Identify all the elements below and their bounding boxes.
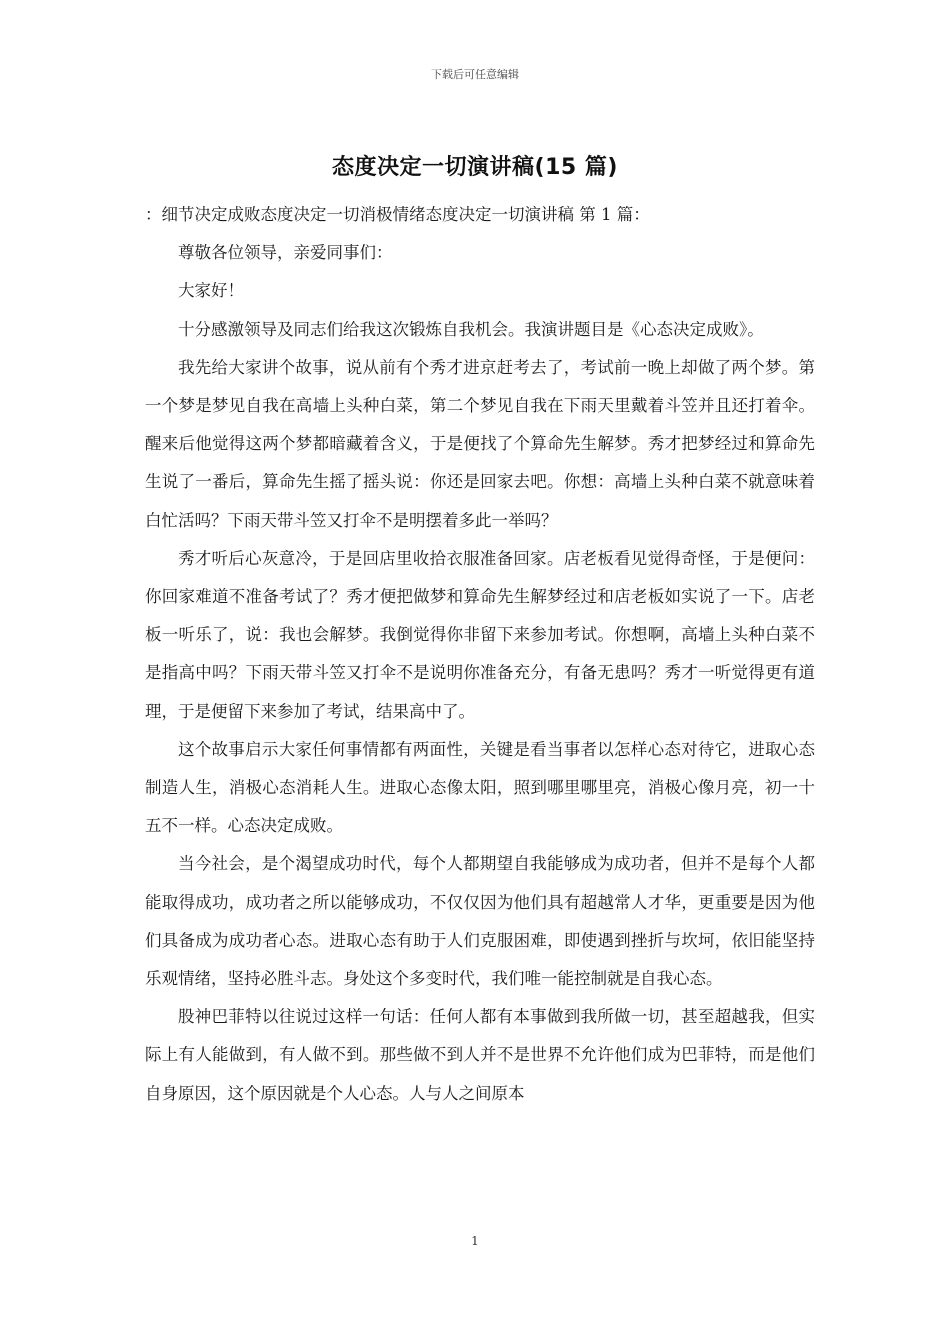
paragraph-story-continued: 秀才听后心灰意冷，于是回店里收拾衣服准备回家。店老板看见觉得奇怪，于是便问：你回家难道不准备考试了？秀才便把做梦和算命先生解梦经过和店老板如实说了一下。店老板一听乐了，说：我也会解梦。我倒觉得你非留下来参加考试。你想啊，高墙上头种白菜不是指高中吗？下雨天带斗笠又打伞不是说明你准备充分，有备无患吗？秀才一听觉得更有道理，于是便留下来参加了考试，结果高中了。	[145, 548, 815, 721]
paragraph-greeting: 大家好！	[178, 281, 244, 301]
paragraph-thanks: 十分感激领导及同志们给我这次锻炼自我机会。我演讲题目是《心态决定成败》。	[178, 319, 764, 339]
document-title: 态度决定一切演讲稿(15 篇)	[332, 155, 618, 180]
document-body	[145, 196, 815, 1113]
header-note: 下载后可任意编辑	[431, 68, 519, 81]
page-number: 1	[471, 1234, 479, 1248]
paragraph-buffett: 股神巴菲特以往说过这样一句话：任何人都有本事做到我所做一切，甚至超越我，但实际上有人能做到，有人做不到。那些做不到人并不是世界不允许他们成为巴菲特，而是他们自身原因，这个原因就是个人心态。人与人之间原本	[145, 1007, 815, 1103]
paragraph-story: 我先给大家讲个故事，说从前有个秀才进京赶考去了，考试前一晚上却做了两个梦。第一个梦是梦见自我在高墙上头种白菜，第二个梦见自我在下雨天里戴着斗笠并且还打着伞。醒来后他觉得这两个梦都暗藏着含义，于是便找了个算命先生解梦。秀才把梦经过和算命先生说了一番后，算命先生摇了摇头说：你还是回家去吧。你想：高墙上头种白菜不就意味着白忙活吗？下雨天带斗笠又打伞不是明摆着多此一举吗？	[145, 357, 815, 530]
paragraph-salutation: 尊敬各位领导，亲爱同事们：	[178, 243, 393, 263]
paragraph-lesson: 这个故事启示大家任何事情都有两面性，关键是看当事者以怎样心态对待它，进取心态制造人生，消极心态消耗人生。进取心态像太阳，照到哪里哪里亮，消极心像月亮，初一十五不一样。心态决定成败。	[145, 739, 815, 836]
intro-line: ：细节决定成败态度决定一切消极情绪态度决定一切演讲稿 第 1 篇：	[145, 205, 650, 224]
paragraph-society: 当今社会，是个渴望成功时代，每个人都期望自我能够成为成功者，但并不是每个人都能取得成功，成功者之所以能够成功，不仅仅因为他们具有超越常人才华，更重要是因为他们具备成为成功者心态。进取心态有助于人们克服困难，即使遇到挫折与坎坷，依旧能坚持乐观情绪，坚持必胜斗志。身处这个多变时代，我们唯一能控制就是自我心态。	[145, 854, 815, 989]
